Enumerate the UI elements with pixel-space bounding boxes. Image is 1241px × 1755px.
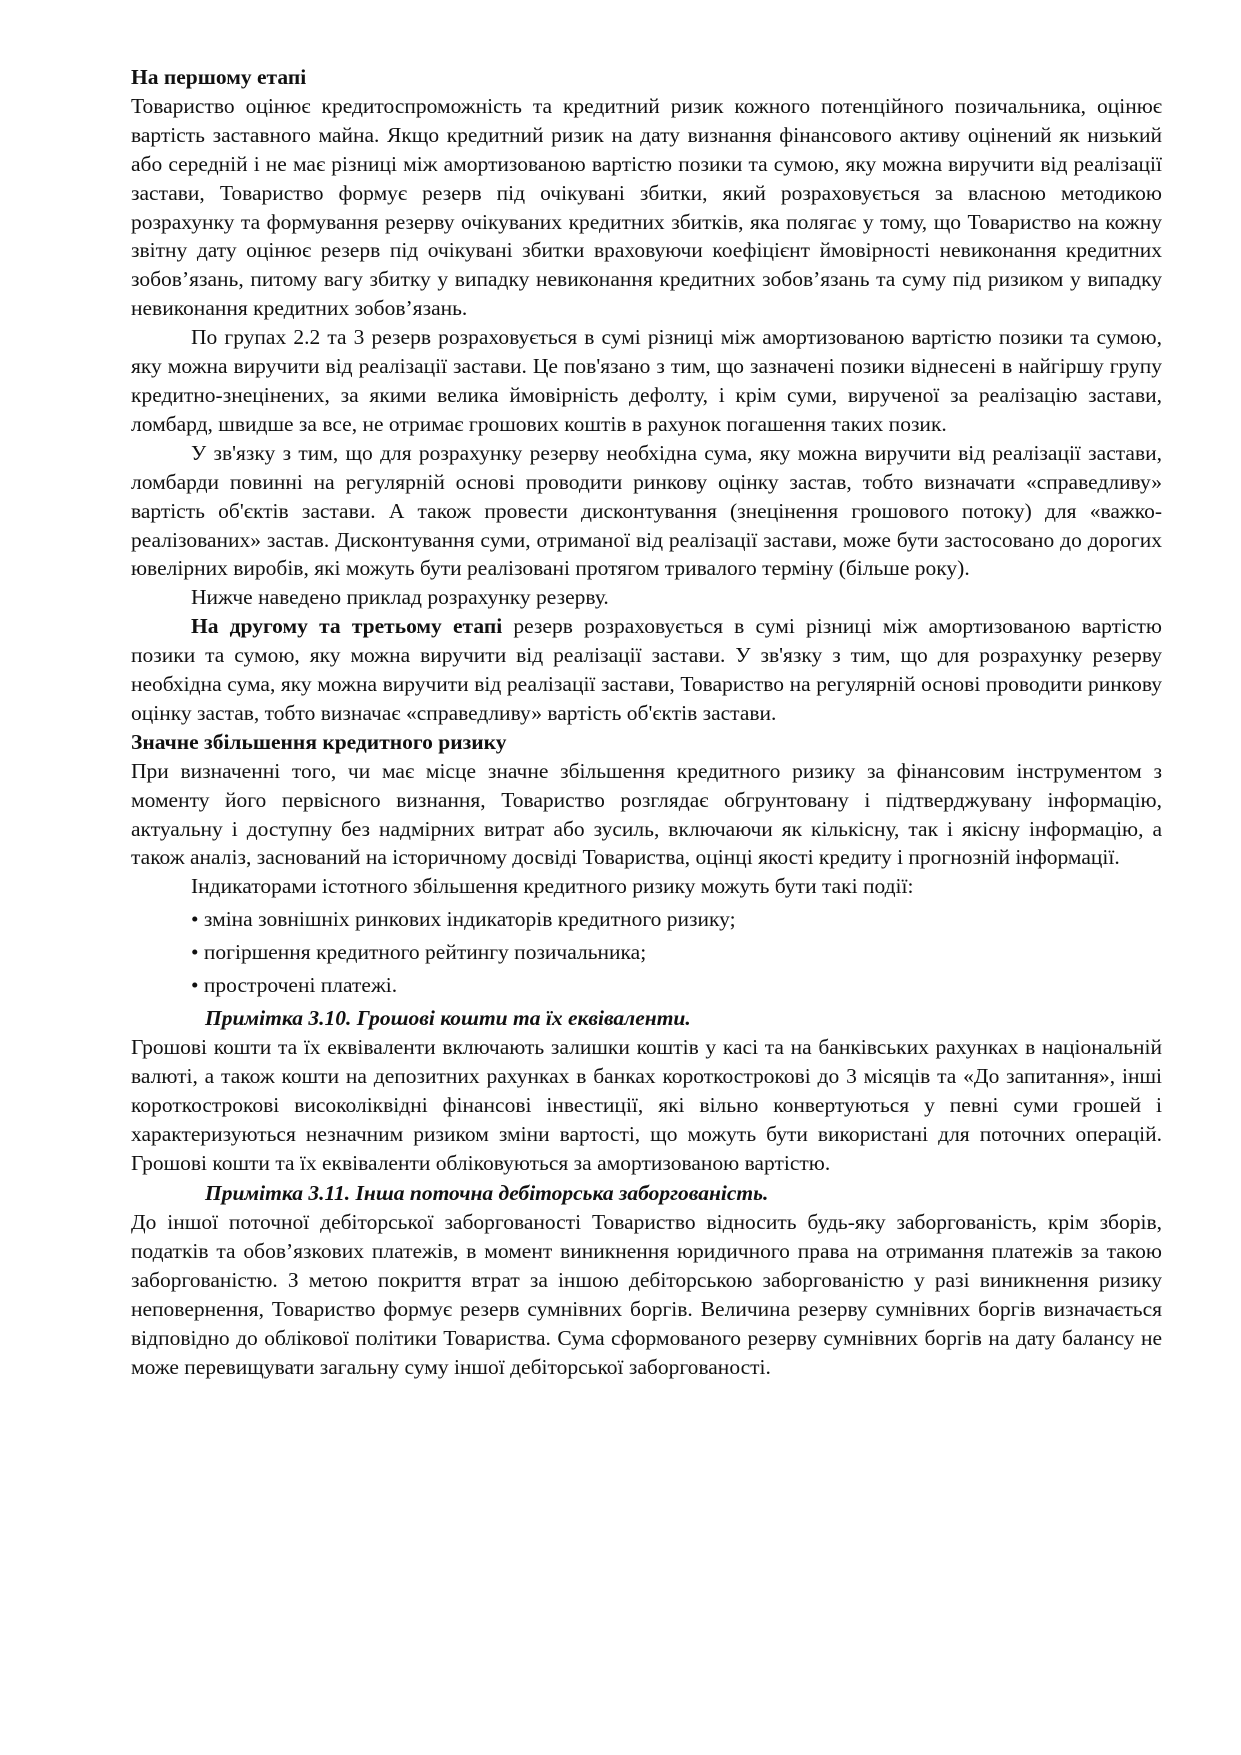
paragraph-collateral-valuation: У зв'язку з тим, що для розрахунку резерву необхідна сума, яку можна виручити від реалізації застави, ломбарди повинні на регулярній основі проводити ринкову оцінку застав, тобто визначати «справедливу» вартість об'єктів застави. А також провести дисконтування (знецінення грошового потоку) для «важко-реалізованих» застав. Дисконтування суми, отриманої від реалізації застави, може бути застосовано до дорогих ювелірних виробів, які можуть бути реалізовані протягом тривалого терміну (більше року). [131,440,1162,581]
paragraph-example-intro: Нижче наведено приклад розрахунку резерву. [191,585,609,610]
second-third-stage-text: резерв розраховується в сумі різниці між амортизованою вартістю позики та сумою, яку можна виручити від реалізації застави. У зв'язку з тим, що для розрахунку резерву необхідна сума, яку можна виручити від реалізації застави, Товариство на регулярній основі проводити ринкову оцінку застав, тобто визначає «справедливу» вартість об'єктів застави. [131,614,1162,725]
paragraph-groups-reserve: По групах 2.2 та 3 резерв розраховується в сумі різниці між амортизованою вартістю позики та сумою, яку можна виручити від реалізації застави. Це пов'язано з тим, що зазначені позики віднесені в найгіршу групу кредитно-знецінених, за якими велика ймовірність дефолту, і крім суми, вирученої за реалізацію застави, ломбард, швидше за все, не отримає грошових коштів в рахунок погашення таких позик. [131,325,1162,436]
note-title-receivables: Примітка 3.11. Інша поточна дебіторська заборгованість. [205,1181,769,1206]
bullet-item: • зміна зовнішніх ринкових індикаторів кредитного ризику; [191,907,736,932]
section-heading-first-stage: На першому етапі [131,65,307,89]
paragraph-indicators-intro: Індикаторами істотного збільшення кредитного ризику можуть бути такі події: [191,874,914,899]
paragraph-receivables: До іншої поточної дебіторської заборгованості Товариство відносить будь-яку заборгованість, крім зборів, податків та обов’язкових платежів, в момент виникнення юридичного права на отримання платежів за такою заборгованістю. З метою покриття втрат за іншою дебіторською заборгованістю у разі виникнення ризику неповернення, Товариство формує резерв сумнівних боргів. Величина резерву сумнівних боргів визначається відповідно до облікової політики Товариства. Сума сформованого резерву сумнівних боргів на дату балансу не може перевищувати загальну суму іншої дебіторської заборгованості. [131,1210,1162,1379]
paragraph-first-stage: Товариство оцінює кредитоспроможність та кредитний ризик кожного потенційного позичальника, оцінює вартість заставного майна. Якщо кредитний ризик на дату визнання фінансового активу оцінений як низький або середній і не має різниці між амортизованою вартістю позики та сумою, яку можна виручити від реалізації застави, Товариство формує резерв під очікувані збитки, який розраховується за власною методикою розрахунку та формування резерву очікуваних кредитних збитків, яка полягає у тому, що Товариство на кожну звітну дату оцінює резерв під очікувані збитки враховуючи коефіцієнт ймовірності невиконання кредитних зобов’язань, питому вагу збитку у випадку невиконання кредитних зобов’язань та суму під ризиком у випадку невиконання кредитних зобов’язань. [131,93,1162,321]
paragraph-cash: Грошові кошти та їх еквіваленти включають залишки коштів у касі та на банківських рахунках в національній валюті, а також кошти на депозитних рахунках в банках короткострокові до 3 місяців та «До запитання», інші короткострокові високоліквідні фінансові інвестиції, які вільно конвертуються у певні суми грошей і характеризуються незначним ризиком зміни вартості, що можуть бути використані для поточних операцій. Грошові кошти та їх еквіваленти обліковуються за амортизованою вартістю. [131,1034,1162,1175]
paragraph-credit-risk-increase: При визначенні того, чи має місце значне збільшення кредитного ризику за фінансовим інструментом з моменту його первісного визнання, Товариство розглядає обгрунтовану і підтверджувану інформацію, актуальну і доступну без надмірних витрат або зусиль, включаючи як кількісну, так і якісну інформацію, а також аналіз, заснований на історичному досвіді Товариства, оцінці якості кредиту і прогнозній інформації. [131,758,1162,870]
paragraph-second-third-stage [131,612,1162,728]
section-heading-credit-risk-increase: Значне збільшення кредитного ризику [131,729,507,754]
second-third-stage-label: На другому та третьому етапі [191,614,503,639]
bullet-item: • погіршення кредитного рейтингу позичальника; [191,940,647,965]
bullet-item: • прострочені платежі. [191,973,398,998]
document-page [131,63,1162,1382]
note-title-cash: Примітка 3.10. Грошові кошти та їх еквіваленти. [205,1006,691,1030]
